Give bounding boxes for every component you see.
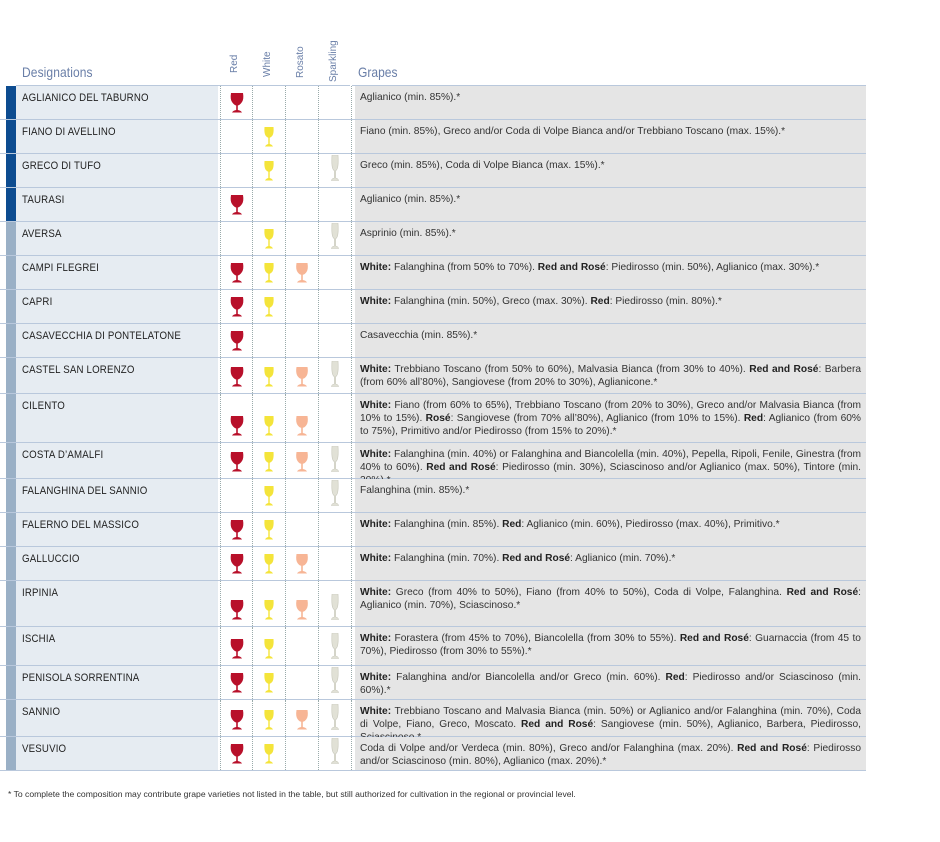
rosato-wine-glass-icon — [295, 710, 309, 730]
sparkling-cell — [319, 324, 352, 357]
grapes-category-label: Red and Rosé — [537, 262, 606, 273]
rosato-wine-glass-icon — [295, 263, 309, 283]
designation-name — [16, 700, 218, 736]
white-cell — [253, 581, 286, 626]
white-cell — [253, 290, 286, 323]
doc-marker — [6, 222, 16, 255]
white-cell — [253, 222, 286, 255]
designation-name — [16, 627, 218, 665]
designation-name — [16, 188, 218, 221]
grapes-text: : Aglianico (min. 70%), Sciascinoso.* — [360, 587, 861, 611]
sparkling-wine-glass-icon — [330, 667, 340, 693]
red-column-header: Red — [229, 54, 240, 73]
red-wine-glass-icon — [229, 93, 245, 113]
designation-label: FALANGHINA DEL SANNIO — [22, 485, 148, 497]
grapes-text: : Aglianico (from 60% to 75%), Primitivo and/or Piedirosso (from 15% to 20%).* — [360, 413, 861, 437]
sparkling-wine-glass-icon — [330, 155, 340, 181]
grapes-text: Greco (min. 85%), Coda di Volpe Bianca (max. 15%).* — [360, 160, 605, 171]
white-cell — [253, 547, 286, 580]
designation-name — [16, 443, 218, 478]
grapes-category-label: Red and Rosé — [737, 743, 807, 754]
grapes-text: Falanghina and/or Biancolella and/or Greco (min. 60%). — [391, 672, 666, 683]
designation-name — [16, 120, 218, 153]
designation-label: FALERNO DEL MASSICO — [22, 519, 140, 531]
designation-label: PENISOLA SORRENTINA — [22, 672, 140, 684]
white-cell — [253, 324, 286, 357]
grapes-description — [355, 86, 866, 119]
grapes-category-label: Red and Rosé — [521, 719, 594, 730]
sparkling-wine-glass-icon — [330, 361, 340, 387]
designations-table — [0, 86, 940, 771]
rosato-cell — [286, 256, 319, 289]
red-cell — [220, 120, 253, 153]
sparkling-column-header: Sparkling — [328, 40, 339, 82]
rosato-cell — [286, 358, 319, 393]
table-row — [0, 324, 866, 358]
red-wine-glass-icon — [229, 297, 245, 317]
designation-name — [16, 358, 218, 393]
white-cell — [253, 479, 286, 512]
designation-label: FIANO DI AVELLINO — [22, 126, 116, 138]
doc-marker — [6, 547, 16, 580]
white-wine-glass-icon — [263, 554, 275, 574]
grapes-text: Greco (from 40% to 50%), Fiano (from 40% to 50%), Coda di Volpe, Falanghina. — [391, 587, 787, 598]
doc-marker — [6, 479, 16, 512]
grapes-category-label: White: — [360, 672, 392, 683]
designation-label: CASTEL SAN LORENZO — [22, 364, 135, 376]
designation-label: ISCHIA — [22, 633, 56, 645]
grapes-text: Forastera (from 45% to 70%), Biancolella (from 30% to 55%). — [391, 633, 680, 644]
red-cell — [220, 222, 253, 255]
doc-marker — [6, 394, 16, 442]
table-row — [0, 120, 866, 154]
red-wine-glass-icon — [229, 710, 245, 730]
table-row — [0, 581, 866, 627]
red-wine-glass-icon — [229, 331, 245, 351]
red-cell — [220, 627, 253, 665]
white-wine-glass-icon — [263, 416, 275, 436]
sparkling-cell — [319, 627, 352, 665]
red-wine-glass-icon — [229, 639, 245, 659]
rosato-cell — [286, 479, 319, 512]
designation-label: VESUVIO — [22, 743, 67, 755]
rosato-cell — [286, 188, 319, 221]
sparkling-cell — [319, 256, 352, 289]
white-wine-glass-icon — [263, 229, 275, 249]
white-cell — [253, 700, 286, 736]
rosato-cell — [286, 581, 319, 626]
red-wine-glass-icon — [229, 673, 245, 693]
grapes-description — [355, 222, 866, 255]
designation-label: CAMPI FLEGREI — [22, 262, 100, 274]
designation-name — [16, 256, 218, 289]
grapes-text: Coda di Volpe and/or Verdeca (min. 80%), Greco and/or Falanghina (max. 20%). — [360, 743, 738, 754]
designation-label: COSTA D’AMALFI — [22, 449, 104, 461]
designations-header: Designations — [22, 64, 93, 80]
doc-marker — [6, 737, 16, 770]
grapes-text: : Sangiovese (min. 50%), Aglianico, Barbera, Piedirosso, — [593, 719, 861, 730]
table-row — [0, 86, 866, 120]
grapes-text: : Aglianico (min. 70%).* — [570, 553, 676, 564]
designation-name — [16, 324, 218, 357]
grapes-category-label: White: — [360, 587, 392, 598]
grapes-category-label: White: — [360, 519, 392, 530]
red-cell — [220, 154, 253, 187]
designation-name — [16, 581, 218, 626]
designation-name — [16, 513, 218, 546]
table-row — [0, 154, 866, 188]
white-cell — [253, 627, 286, 665]
white-cell — [253, 737, 286, 770]
grapes-text: : Barbera (from 60% all’80%), Sangiovese (from 20% to 30%), Aglianicone.* — [360, 364, 861, 388]
white-wine-glass-icon — [263, 639, 275, 659]
grapes-category-label: Red — [590, 296, 610, 307]
grapes-category-label: Red — [665, 672, 685, 683]
rosato-wine-glass-icon — [295, 416, 309, 436]
grapes-category-label: Red — [743, 413, 764, 424]
rosato-wine-glass-icon — [295, 554, 309, 574]
grapes-text: Falanghina (min. 85%). — [391, 519, 503, 530]
grapes-category-label: White: — [360, 706, 392, 717]
grapes-text: Falanghina (min. 50%), Greco (max. 30%). — [391, 296, 591, 307]
grapes-description — [355, 581, 866, 626]
grapes-category-label: White: — [360, 296, 392, 307]
table-row — [0, 737, 866, 771]
table-row — [0, 443, 866, 479]
grapes-category-label: Red and Rosé — [679, 633, 749, 644]
sparkling-cell — [319, 154, 352, 187]
grapes-text: Asprinio (min. 85%).* — [360, 228, 456, 239]
grapes-text: Aglianico (min. 85%).* — [360, 92, 461, 103]
table-row — [0, 700, 866, 737]
designation-label: CILENTO — [22, 400, 66, 412]
designation-label: SANNIO — [22, 706, 61, 718]
grapes-description — [355, 666, 866, 699]
red-cell — [220, 700, 253, 736]
designation-name — [16, 479, 218, 512]
grapes-text: Casavecchia (min. 85%).* — [360, 330, 478, 341]
grapes-category-label: White: — [360, 449, 392, 460]
white-cell — [253, 358, 286, 393]
designation-name — [16, 154, 218, 187]
sparkling-wine-glass-icon — [330, 223, 340, 249]
grapes-text: : Guarnaccia (from 45 to 70%), Piedirosso (from 30% to 55%).* — [360, 633, 861, 657]
white-wine-glass-icon — [263, 367, 275, 387]
designation-label: GRECO DI TUFO — [22, 160, 102, 172]
sparkling-cell — [319, 547, 352, 580]
grapes-description — [355, 737, 866, 770]
white-wine-glass-icon — [263, 161, 275, 181]
rosato-cell — [286, 120, 319, 153]
grapes-text: : Piedirosso and/or Sciascinoso (min. 80%), Aglianico (max. 20%).* — [360, 743, 861, 767]
grapes-text: Falanghina (min. 40%) or Falanghina and Biancolella (min. 40%), Pepella, Ripoli, Fenile, Ginestra (from 40% to 60%). — [360, 449, 861, 473]
grapes-text: Falanghina (min. 70%). — [391, 553, 503, 564]
sparkling-cell — [319, 513, 352, 546]
white-wine-glass-icon — [263, 297, 275, 317]
grapes-text: Fiano (min. 85%), Greco and/or Coda di Volpe Bianca and/or Trebbiano Toscano (max. 15%).* — [360, 126, 786, 137]
white-cell — [253, 443, 286, 478]
red-wine-glass-icon — [229, 263, 245, 283]
rosato-cell — [286, 290, 319, 323]
grapes-text: Fiano (from 60% to 65%), Trebbiano Toscano (from 20% to 30%), Greco and/or Malvasia Bianca (from 10% to 15%). — [360, 400, 861, 424]
red-cell — [220, 479, 253, 512]
table-row — [0, 547, 866, 581]
rosato-cell — [286, 547, 319, 580]
designation-label: CAPRI — [22, 296, 53, 308]
rosato-cell — [286, 513, 319, 546]
sparkling-cell — [319, 581, 352, 626]
docg-marker — [6, 120, 16, 153]
grapes-description — [355, 443, 866, 478]
sparkling-cell — [319, 120, 352, 153]
rosato-wine-glass-icon — [295, 367, 309, 387]
doc-marker — [6, 358, 16, 393]
sparkling-cell — [319, 86, 352, 119]
grapes-text: : Piedirosso and/or Sciascinoso (min. 60%).* — [360, 672, 861, 696]
red-cell — [220, 256, 253, 289]
grapes-description — [355, 479, 866, 512]
sparkling-wine-glass-icon — [330, 594, 340, 620]
designation-name — [16, 737, 218, 770]
docg-marker — [6, 86, 16, 119]
grapes-description — [355, 627, 866, 665]
table-row — [0, 513, 866, 547]
red-cell — [220, 86, 253, 119]
designation-label: AGLIANICO DEL TABURNO — [22, 92, 149, 104]
designation-label: IRPINIA — [22, 587, 59, 599]
grapes-category-label: Rosé — [425, 413, 451, 424]
rosato-cell — [286, 443, 319, 478]
table-row — [0, 394, 866, 443]
sparkling-cell — [319, 222, 352, 255]
footnote: * To complete the composition may contribute grape varieties not listed in the table, but still authorized for cultivation in the regional or provincial level. — [8, 789, 576, 799]
red-cell — [220, 737, 253, 770]
grapes-description — [355, 700, 866, 736]
red-cell — [220, 581, 253, 626]
doc-marker — [6, 581, 16, 626]
grapes-text: : Piedirosso (min. 30%), Sciascinoso and/or Aglianico (max. 50%), Tintore (min. — [495, 462, 861, 473]
grapes-category-label: Red and Rosé — [749, 364, 819, 375]
table-row — [0, 666, 866, 700]
sparkling-cell — [319, 666, 352, 699]
doc-marker — [6, 666, 16, 699]
red-wine-glass-icon — [229, 452, 245, 472]
designation-name — [16, 547, 218, 580]
white-wine-glass-icon — [263, 486, 275, 506]
sparkling-cell — [319, 290, 352, 323]
red-cell — [220, 394, 253, 442]
grapes-description — [355, 256, 866, 289]
rosato-cell — [286, 154, 319, 187]
docg-marker — [6, 188, 16, 221]
sparkling-cell — [319, 443, 352, 478]
grapes-category-label: White: — [360, 400, 392, 411]
red-cell — [220, 666, 253, 699]
grapes-category-label: White: — [360, 262, 392, 273]
red-wine-glass-icon — [229, 600, 245, 620]
sparkling-cell — [319, 188, 352, 221]
table-row — [0, 222, 866, 256]
designation-label: GALLUCCIO — [22, 553, 80, 565]
white-wine-glass-icon — [263, 744, 275, 764]
doc-marker — [6, 290, 16, 323]
designation-name — [16, 394, 218, 442]
grapes-description — [355, 290, 866, 323]
grapes-description — [355, 358, 866, 393]
rosato-wine-glass-icon — [295, 600, 309, 620]
white-wine-glass-icon — [263, 452, 275, 472]
doc-marker — [6, 324, 16, 357]
grapes-description — [355, 513, 866, 546]
rosato-cell — [286, 222, 319, 255]
designation-name — [16, 290, 218, 323]
white-wine-glass-icon — [263, 600, 275, 620]
grapes-category-label: Red — [502, 519, 522, 530]
rosato-cell — [286, 666, 319, 699]
rosato-cell — [286, 394, 319, 442]
table-row — [0, 188, 866, 222]
grapes-description — [355, 188, 866, 221]
designation-name — [16, 222, 218, 255]
white-wine-glass-icon — [263, 520, 275, 540]
designation-label: TAURASI — [22, 194, 65, 206]
rosato-cell — [286, 324, 319, 357]
white-cell — [253, 394, 286, 442]
grapes-category-label: Red and Rosé — [426, 462, 496, 473]
red-wine-glass-icon — [229, 744, 245, 764]
sparkling-cell — [319, 358, 352, 393]
doc-marker — [6, 700, 16, 736]
grapes-description — [355, 547, 866, 580]
red-wine-glass-icon — [229, 195, 245, 215]
doc-marker — [6, 443, 16, 478]
doc-marker — [6, 513, 16, 546]
sparkling-cell — [319, 700, 352, 736]
sparkling-wine-glass-icon — [330, 704, 340, 730]
red-cell — [220, 290, 253, 323]
red-cell — [220, 547, 253, 580]
grapes-text: Trebbiano Toscano and Malvasia Bianca (min. 50%) or Aglianico and/or Falanghina (min. 70%), Coda di Volpe, Fiano, Greco, Moscato. — [360, 706, 861, 730]
red-cell — [220, 324, 253, 357]
designation-name — [16, 666, 218, 699]
sparkling-cell — [319, 479, 352, 512]
grapes-text: : Sangiovese (from 70% all’80%), Aglianico (from 10% to 15%). — [450, 413, 744, 424]
white-column-header: White — [262, 51, 273, 77]
grapes-text: Trebbiano Toscano (from 50% to 60%), Malvasia Bianca (from 30% to 40%). — [391, 364, 750, 375]
red-cell — [220, 443, 253, 478]
grapes-description — [355, 154, 866, 187]
grapes-category-label: White: — [360, 553, 392, 564]
sparkling-wine-glass-icon — [330, 738, 340, 764]
red-wine-glass-icon — [229, 416, 245, 436]
grapes-text: : Piedirosso (min. 50%), Aglianico (max. 30%).* — [605, 262, 820, 273]
red-cell — [220, 358, 253, 393]
grapes-description — [355, 394, 866, 442]
grapes-text: : Piedirosso (min. 80%).* — [609, 296, 722, 307]
red-cell — [220, 513, 253, 546]
grapes-description — [355, 120, 866, 153]
grapes-text: Aglianico (min. 85%).* — [360, 194, 461, 205]
rosato-wine-glass-icon — [295, 452, 309, 472]
grapes-category-label: Red and Rosé — [502, 553, 571, 564]
docg-marker — [6, 154, 16, 187]
red-cell — [220, 188, 253, 221]
designation-label: AVERSA — [22, 228, 62, 240]
white-cell — [253, 188, 286, 221]
rosato-cell — [286, 737, 319, 770]
red-wine-glass-icon — [229, 367, 245, 387]
sparkling-wine-glass-icon — [330, 480, 340, 506]
designation-name — [16, 86, 218, 119]
white-cell — [253, 86, 286, 119]
table-row — [0, 479, 866, 513]
grapes-header: Grapes — [358, 64, 398, 80]
sparkling-wine-glass-icon — [330, 446, 340, 472]
rosato-column-header: Rosato — [295, 46, 306, 78]
white-wine-glass-icon — [263, 673, 275, 693]
grapes-text: Falanghina (min. 85%).* — [360, 485, 470, 496]
white-cell — [253, 154, 286, 187]
grapes-category-label: White: — [360, 364, 392, 375]
table-row — [0, 256, 866, 290]
white-cell — [253, 666, 286, 699]
rosato-cell — [286, 627, 319, 665]
grapes-text: : Aglianico (min. 60%), Piedirosso (max. 40%), Primitivo.* — [521, 519, 780, 530]
designation-label: CASAVECCHIA DI PONTELATONE — [22, 330, 181, 342]
red-wine-glass-icon — [229, 554, 245, 574]
rosato-cell — [286, 86, 319, 119]
white-cell — [253, 120, 286, 153]
white-cell — [253, 513, 286, 546]
table-row — [0, 358, 866, 394]
rosato-cell — [286, 700, 319, 736]
white-wine-glass-icon — [263, 263, 275, 283]
white-cell — [253, 256, 286, 289]
sparkling-cell — [319, 737, 352, 770]
white-wine-glass-icon — [263, 710, 275, 730]
doc-marker — [6, 627, 16, 665]
sparkling-wine-glass-icon — [330, 633, 340, 659]
grapes-description — [355, 324, 866, 357]
doc-marker — [6, 256, 16, 289]
grapes-text: Falanghina (from 50% to 70%). — [391, 262, 538, 273]
table-row — [0, 290, 866, 324]
grapes-category-label: White: — [360, 633, 392, 644]
table-row — [0, 627, 866, 666]
grapes-category-label: Red and Rosé — [786, 587, 859, 598]
red-wine-glass-icon — [229, 520, 245, 540]
white-wine-glass-icon — [263, 127, 275, 147]
sparkling-cell — [319, 394, 352, 442]
